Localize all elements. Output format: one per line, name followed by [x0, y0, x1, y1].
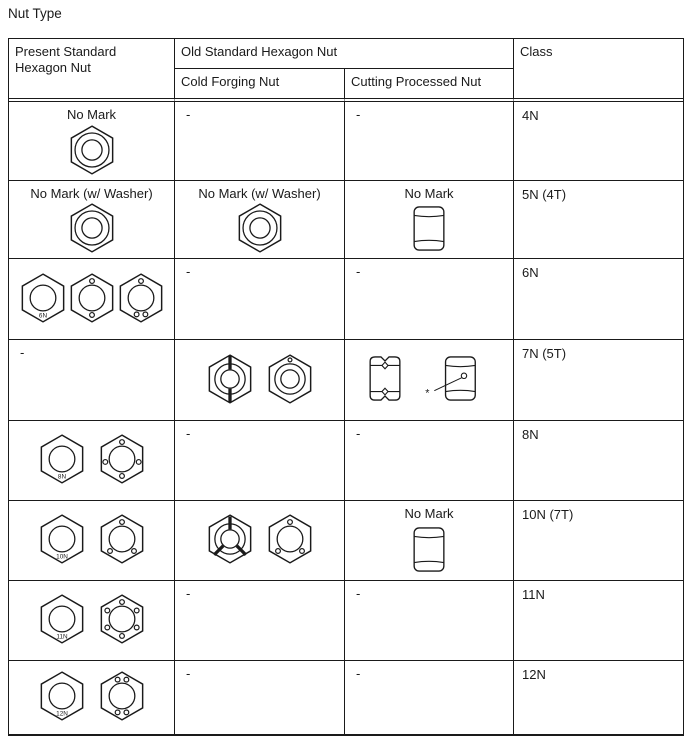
- svg-text:8N: 8N: [57, 473, 66, 481]
- cutting-processed-cell: [345, 661, 514, 734]
- hex-nut-front-icon: [268, 514, 312, 564]
- class-cell: [514, 102, 683, 181]
- header-present-standard: [9, 39, 175, 102]
- asterisk-callout: *: [425, 387, 430, 400]
- class-cell: [514, 259, 683, 340]
- hex-nut-front-icon: [119, 273, 163, 323]
- header-class: [514, 39, 683, 102]
- empty-dash: -: [186, 586, 191, 601]
- header-cutting-processed: [345, 69, 514, 102]
- header-class-label: Class: [520, 44, 553, 59]
- header-old-standard: [175, 39, 514, 69]
- svg-text:10N: 10N: [55, 553, 68, 561]
- mark-label: No Mark (w/ Washer): [30, 186, 153, 201]
- nut-type-table: [8, 38, 684, 736]
- empty-dash: -: [356, 107, 361, 122]
- header-old-label: Old Standard Hexagon Nut: [181, 44, 338, 59]
- class-value: 6N: [522, 265, 539, 280]
- svg-text:11N: 11N: [55, 633, 68, 641]
- mark-label: No Mark: [404, 506, 454, 521]
- class-value: 8N: [522, 427, 539, 442]
- present-standard-cell: [9, 102, 175, 181]
- cutting-processed-cell: [345, 581, 514, 661]
- hex-nut-front-icon: [100, 594, 144, 644]
- nut-icons: [208, 340, 312, 420]
- hex-nut-front-icon: [238, 203, 282, 253]
- empty-dash: -: [356, 264, 361, 279]
- hex-nut-front-icon: [21, 273, 65, 323]
- nut-icons: [411, 201, 447, 258]
- hex-nut-front-icon: [70, 203, 114, 253]
- cutting-processed-cell: [345, 501, 514, 581]
- cold-forging-cell: [175, 340, 345, 421]
- hex-nut-front-icon: [40, 594, 84, 644]
- hex-nut-front-icon: [100, 434, 144, 484]
- present-standard-cell: [9, 340, 175, 421]
- empty-dash: -: [186, 426, 191, 441]
- present-standard-cell: [9, 181, 175, 259]
- cold-forging-cell: [175, 421, 345, 501]
- empty-dash: -: [356, 666, 361, 681]
- nut-icons: [40, 501, 144, 580]
- empty-dash: -: [356, 426, 361, 441]
- cold-forging-cell: [175, 259, 345, 340]
- nut-icons: [70, 201, 114, 258]
- empty-dash: -: [186, 107, 191, 122]
- class-value: 5N (4T): [522, 187, 567, 202]
- class-value: 7N (5T): [522, 346, 567, 361]
- nut-icons: [40, 661, 144, 734]
- header-cold-forging: [175, 69, 345, 102]
- mark-label: No Mark (w/ Washer): [198, 186, 321, 201]
- nut-icons: [367, 340, 491, 420]
- empty-dash: -: [186, 666, 191, 681]
- hex-nut-side-icon: [419, 354, 491, 403]
- present-standard-cell: [9, 501, 175, 581]
- header-present-label: Present Standard Hexagon Nut: [15, 44, 117, 76]
- class-value: 4N: [522, 108, 539, 123]
- cutting-processed-cell: [345, 102, 514, 181]
- nut-icons: [208, 501, 312, 580]
- cold-forging-cell: [175, 501, 345, 581]
- hex-nut-front-icon: [208, 354, 252, 404]
- class-value: 11N: [522, 587, 545, 602]
- cutting-processed-cell: [345, 259, 514, 340]
- mark-label: No Mark: [404, 186, 454, 201]
- class-cell: [514, 581, 683, 661]
- cutting-processed-cell: [345, 181, 514, 259]
- svg-text:6N: 6N: [38, 311, 47, 319]
- cutting-processed-cell: [345, 421, 514, 501]
- hex-nut-side-icon: [411, 525, 447, 574]
- cold-forging-cell: [175, 661, 345, 734]
- svg-text:12N: 12N: [55, 710, 68, 718]
- empty-dash: -: [20, 345, 25, 360]
- cutting-processed-cell: [345, 340, 514, 421]
- hex-nut-side-icon: [367, 354, 403, 403]
- empty-dash: -: [356, 586, 361, 601]
- class-cell: [514, 421, 683, 501]
- cold-forging-cell: [175, 181, 345, 259]
- nut-icons: [40, 581, 144, 660]
- hex-nut-front-icon: [70, 273, 114, 323]
- hex-nut-front-icon: [40, 671, 84, 721]
- hex-nut-front-icon: [100, 514, 144, 564]
- nut-icons: [411, 521, 447, 580]
- mark-label: No Mark: [66, 107, 117, 122]
- hex-nut-front-icon: [40, 514, 84, 564]
- hex-nut-front-icon: [70, 125, 114, 175]
- hex-nut-front-icon: [100, 671, 144, 721]
- present-standard-cell: [9, 661, 175, 734]
- page-title: Nut Type: [8, 6, 62, 21]
- hex-nut-front-icon: [40, 434, 84, 484]
- header-cold-forging-label: Cold Forging Nut: [181, 74, 280, 89]
- cold-forging-cell: [175, 102, 345, 181]
- present-standard-cell: [9, 581, 175, 661]
- class-cell: [514, 501, 683, 581]
- cold-forging-cell: [175, 581, 345, 661]
- hex-nut-front-icon: [208, 514, 252, 564]
- class-value: 10N (7T): [522, 507, 574, 522]
- hex-nut-front-icon: [268, 354, 312, 404]
- hex-nut-side-icon: [411, 204, 447, 253]
- class-value: 12N: [522, 667, 546, 682]
- empty-dash: -: [186, 264, 191, 279]
- nut-icons: [70, 122, 114, 180]
- present-standard-cell: [9, 259, 175, 340]
- present-standard-cell: [9, 421, 175, 501]
- header-cutting-processed-label: Cutting Processed Nut: [351, 74, 482, 89]
- nut-icons: [238, 201, 282, 258]
- class-cell: [514, 181, 683, 259]
- nut-icons: [40, 421, 144, 500]
- class-cell: [514, 340, 683, 421]
- nut-icons: [21, 259, 163, 339]
- class-cell: [514, 661, 683, 734]
